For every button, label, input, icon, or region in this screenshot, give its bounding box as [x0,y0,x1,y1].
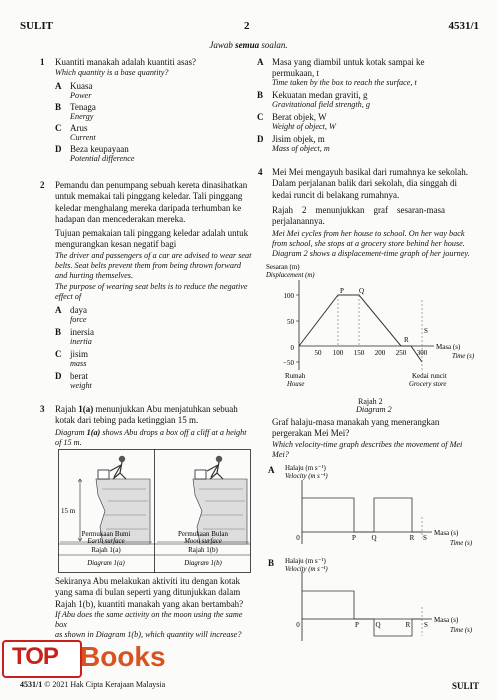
x-tick-label: 200 [374,349,386,357]
q3-paragraph-1: Rajah 1(a) menunjukkan Abu menjatuhkan sebuah kotak dari tebing pada ketinggian 15 m. [55,404,238,426]
point-q: Q [359,287,365,295]
q3-text-en-2: If Abu does the same activity on the moon using the same box as shown in Diagram 1(b), which quantity will increase? [55,610,243,640]
q4-text-en: Mei Mei cycles from her house to school. On her way back from school, she stops at a grocery store behind her house. Diagram 2 shows a displacement-time graph of her journey. [272,229,470,259]
q4-paragraph-3: Graf halaju-masa manakah yang menerangkan pergerakan Mei Mei? [272,417,440,439]
store-label: Kedai runcit [412,372,447,380]
q4-option-b-letter: B [268,558,275,568]
y-tick-label: 100 [283,292,294,300]
option-b-y-label-en: Velocity (m s⁻¹) [285,566,328,573]
x-tick-label: 250 [395,349,407,357]
q1-options [55,81,255,165]
q4-option-b-graph[interactable] [282,555,482,645]
option-b-x-label: Masa (s) [434,616,459,624]
x-tick-label: 300 [416,349,428,357]
tick-p: P [355,621,359,629]
tick-s: S [423,534,427,542]
q1-option-b[interactable]: B Tenaga Energy [55,102,96,121]
logo-top-text: TOP [12,643,58,670]
header-sulit: SULIT [20,20,54,32]
diagram-2-caption: Rajah 2 [358,397,383,406]
graph-y-label: Sesaran (m) [266,263,300,271]
y-tick-label: −50 [283,359,294,367]
tick-r: R [405,621,411,629]
displacement-time-graph [262,260,484,394]
q2-option-d[interactable]: D berat weight [55,371,92,390]
tick-0: 0 [296,621,300,629]
q3-paragraph-2: Sekiranya Abu melakukan aktiviti itu dengan kotak yang sama di bulan seperti yang ditunjukkan dalam Rajah 1(b), kuantiti manakah yang akan bertambah? [55,576,244,609]
footer-sulit: SULIT [451,681,479,691]
y-tick-label: 0 [290,344,294,352]
option-b-y-label: Halaju (m s⁻¹) [285,557,326,565]
q1-text: Kuantiti manakah adalah kuantiti asas? [55,57,196,67]
x-tick-label: 150 [353,349,365,357]
tick-p: P [352,534,356,542]
option-a-x-label-en: Time (s) [450,540,473,547]
q3-text-en-1: Diagram 1(a) shows Abu drops a box off a cliff at a height of 15 m. [55,428,247,448]
diagram-1b-caption: Rajah 1(b) [188,546,218,554]
q3-options [257,57,482,156]
q4-paragraph-2: Rajah 2 menunjukkan graf sesaran-masa perjalanannya. [272,205,445,227]
option-a-y-label: Halaju (m s⁻¹) [285,464,326,472]
option-b-velocity-line [302,591,422,636]
house-label-en: House [287,381,305,388]
q2-paragraph-1: Pemandu dan penumpang sebuah kereta dinasihatkan untuk memakai tali pinggang keledar. Tali pinggang keledar menghalang mereka daripada terhumban ke hadapan dan mencederakan mereka. [55,180,248,225]
graph-x-label-en: Time (s) [452,353,475,360]
q3-number: 3 [40,404,45,414]
q3-option-a[interactable]: A Masa yang diambil untuk kotak sampai ke permukaan, t Time taken by the box to reach the surface, t [257,57,425,87]
q2-text-en: The driver and passengers of a car are advised to wear seat belts. Seat belts prevent them from being thrown forward and hurting themselves. The purpose of wearing seat belts is to reduce the negative effect of [55,251,252,301]
q2-option-c[interactable]: C jisim mass [55,349,89,368]
q1-option-c[interactable]: C Arus Current [55,123,96,142]
tick-s: S [424,621,428,629]
y-tick-label: 50 [287,318,294,326]
q1-option-a[interactable]: A Kuasa Power [55,81,93,100]
q2-option-a[interactable]: A daya force [55,305,87,324]
diagram-1a-caption: Rajah 1(a) [91,546,121,554]
point-s: S [424,327,428,335]
logo-books-text: Books [80,641,166,672]
q4-text-en-3: Which velocity-time graph describes the movement of Mei Mei? [272,440,463,460]
tick-0: 0 [296,534,300,542]
moon-surface-label: Permukaan Bulan [178,530,228,538]
q2-option-b[interactable]: B inersia inertia [55,327,94,346]
q4-option-a-graph[interactable] [282,462,482,552]
y-ticks [283,292,299,367]
option-b-x-label-en: Time (s) [450,627,473,634]
moon-surface-label-en: Moon surface [184,538,222,545]
paper-code: 4531/1 [448,20,479,32]
q3-option-d[interactable]: D Jisim objek, m Mass of object, m [257,134,330,153]
point-p: P [340,287,344,295]
footer-left [20,680,165,689]
q4-number: 4 [258,167,263,177]
footer-copyright: © 2021 Hak Cipta Kerajaan Malaysia [44,680,166,689]
diagram-1a-caption-en: Diagram 1(a) [87,560,125,567]
earth-surface-label: Permukaan Bumi [81,530,131,538]
store-label-en: Grocery store [409,381,447,388]
option-a-y-label-en: Velocity (m s⁻¹) [285,473,328,480]
option-a-velocity-line [302,498,422,532]
x-tick-label: 100 [332,349,344,357]
q1-option-d[interactable]: D Beza keupayaan Potential difference [55,144,135,163]
tick-q: Q [371,534,377,542]
graph-x-label: Masa (s) [436,343,461,351]
height-label: 15 m [61,507,76,515]
point-r: R [404,336,409,344]
earth-surface-label-en: Earth surface [87,538,125,545]
diagram-1-figure [58,449,251,573]
q1-text-en: Which quantity is a base quantity? [55,68,169,77]
page-number: 2 [244,20,250,32]
diagram-2-caption-en: Diagram 2 [356,405,392,414]
house-label: Rumah [285,372,306,380]
graph-y-label-en: Displacement (m) [266,272,315,279]
tick-r: R [409,534,415,542]
footer-code: 4531/1 [20,680,43,689]
q3-option-c[interactable]: C Berat objek, W Weight of object, W [257,112,336,131]
tick-q: Q [375,621,381,629]
x-tick-label: 50 [314,349,322,357]
diagram-1b-caption-en: Diagram 1(b) [184,560,222,567]
instruction: Jawab semua soalan. [209,40,288,50]
q2-paragraph-2: Tujuan pemakaian tali pinggang keledar adalah untuk mengurangkan kesan negatif bagi [55,228,249,250]
q2-number: 2 [40,180,45,190]
q3-option-b[interactable]: B Kekuatan medan graviti, g Gravitational field strength, g [257,90,370,109]
q4-paragraph-1: Mei Mei mengayuh basikal dari rumahnya ke sekolah. Dalam perjalanan balik dari sekolah, dia singgah di kedai runcit di belakang rumahnya. [272,167,468,200]
option-a-x-label: Masa (s) [434,529,459,537]
topbooks-watermark [0,634,190,680]
q4-option-a-letter: A [268,465,275,475]
q1-number: 1 [40,57,45,67]
q2-options [55,305,255,393]
x-ticks [315,349,428,357]
